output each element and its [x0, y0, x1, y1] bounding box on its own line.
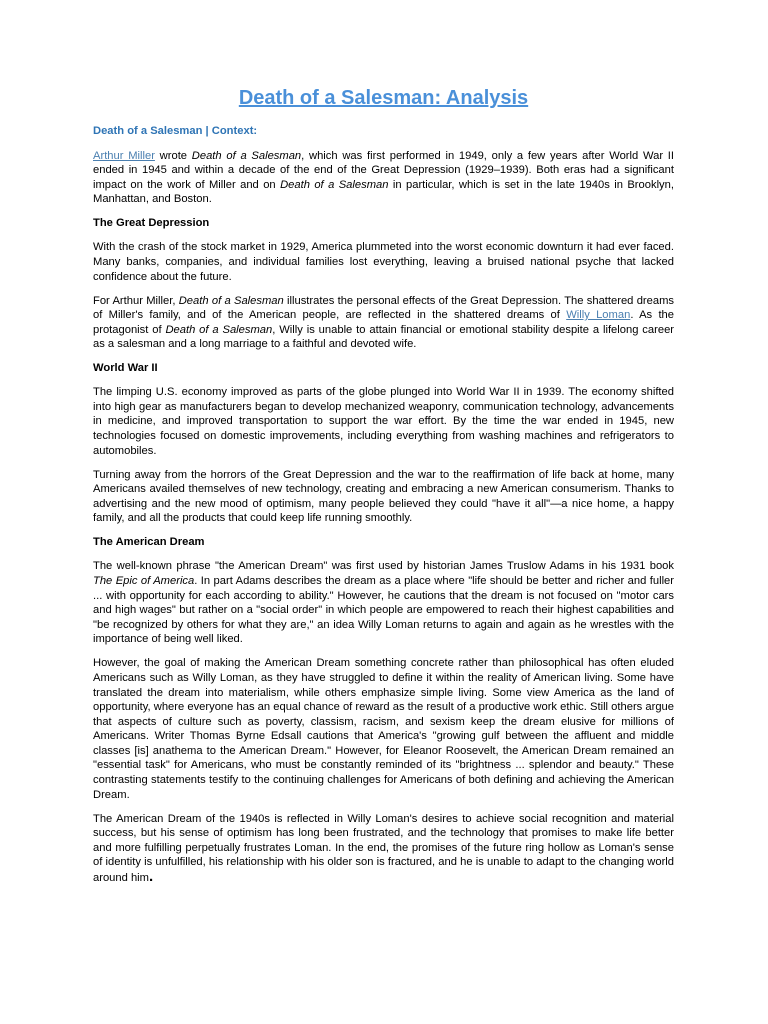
american-dream-paragraph-1: The well-known phrase "the American Dream" was first used by historian James Truslow Adams in his 1931 book The Epic of America. In part Adams describes the dream as a place where "life should be better and richer and fuller ... with opportunity for each according to ability." However, he cautions that the dream is not focused on "motor cars and high wages" but rather on a "social order" in which people are empowered to reach their highest capabilities and "be recognized by others for what they are," an idea Willy Loman returns to again and again as he wrestles with the importance of being well liked. — [93, 560, 674, 646]
american-dream-paragraph-3: The American Dream of the 1940s is reflected in Willy Loman's desires to achieve social recognition and material success, but his sense of optimism has long been frustrated, and the technology that promises to make life better and more fulfilling perpetually frustrates Loman. In the end, the promises of the future ring hollow as Loman's sense of identity is unfulfilled, his relationship with his older son is fractured, and he is unable to adapt to the changing world around him. — [93, 812, 674, 886]
section-heading-great-depression: The Great Depression — [93, 217, 210, 230]
section-heading-world-war-ii: World War II — [93, 362, 158, 375]
american-dream-paragraph-2: However, the goal of making the American Dream something concrete rather than philosophical has often eluded Americans such as Willy Loman, as they have struggled to define it within the reality of American living. Some have translated the dream into materialism, while others emphasize simple living. Some view America as the land of opportunity, where everyone has an equal chance of reward as the result of a productive work ethic. Still others argue that aspects of culture such as poverty, classism, racism, and sexism keep the dream elusive for millions of Americans. Writer Thomas Byrne Edsall cautions that America's "growing gulf between the affluent and middle classes [is] anathema to the American Dream." However, for Eleanor Roosevelt, the American Dream remained an "essential task" for Americans, who must be constantly reminded of its "brightness ... splendor and beauty." These contrasting statements testify to the continuing challenges for Americans of both defining and achieving the American Dream. — [93, 657, 674, 801]
page-title[interactable]: Death of a Salesman: Analysis — [238, 87, 529, 109]
great-depression-paragraph-2: For Arthur Miller, Death of a Salesman illustrates the personal effects of the Great Depression. The shattered dreams of Miller's family, and of the American people, are reflected in the shattered dreams of Willy Loman. As the protagonist of Death of a Salesman, Willy is unable to attain financial or emotional stability despite a lifelong career as a salesman and a long marriage to a faithful and devoted wife. — [93, 294, 675, 351]
world-war-ii-paragraph-1: The limping U.S. economy improved as parts of the globe plunged into World War II in 1939. The economy shifted into high gear as manufacturers began to develop mechanized weaponry, communication technology, advancements in medicine, and improved transportation to support the war effort. By the time the war ended in 1945, new technologies focused on domestic improvements, including everything from washing machines and refrigerators to automobiles. — [93, 386, 674, 457]
document-content — [93, 84, 674, 895]
context-heading: Death of a Salesman | Context: — [93, 125, 258, 137]
world-war-ii-paragraph-2: Turning away from the horrors of the Great Depression and the war to the reaffirmation of life back at home, many Americans availed themselves of new technology, creating and embracing a new American consumerism. Thanks to advertising and the new mood of optimism, many people believed they could "have it all"—a nice home, a happy family, and all the products that could keep life running smoothly. — [93, 468, 674, 525]
great-depression-paragraph-1: With the crash of the stock market in 1929, America plummeted into the worst economic downturn it had ever faced. Many banks, companies, and individual families lost everything, leaving a bruised national psyche that lacked confidence about the future. — [93, 241, 674, 283]
willy-loman-link[interactable]: Willy Loman — [566, 309, 631, 322]
paragraph-end-period: . — [148, 868, 154, 886]
intro-paragraph: Arthur Miller wrote Death of a Salesman, which was first performed in 1949, only a few years after World War II ended in 1945 and within a decade of the end of the Great Depression (1929–1939). Both eras had a significant impact on the work of Miller and on Death of a Salesman in particular, which is set in the late 1940s in Brooklyn, Manhattan, and Boston. — [93, 149, 675, 206]
arthur-miller-link[interactable]: Arthur Miller — [93, 149, 155, 162]
section-heading-american-dream: The American Dream — [93, 536, 205, 549]
